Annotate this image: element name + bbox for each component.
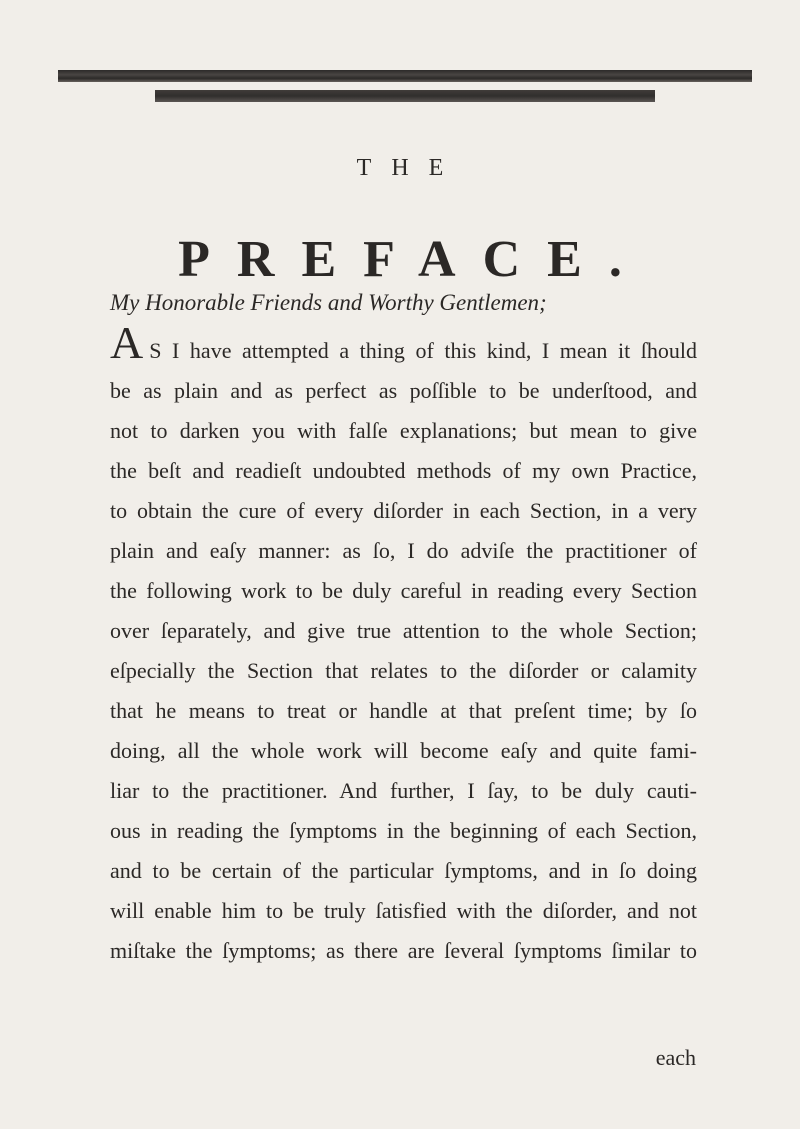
heading-preface: PREFACE. <box>178 231 649 288</box>
text-line-13: ous in reading the ſymptoms in the beginning of each Section, <box>110 818 697 843</box>
drop-cap: A <box>110 317 144 368</box>
text-line-6: plain and eaſy manner: as ſo, I do adviſe the practitioner of <box>110 538 697 563</box>
text-line-16: miſtake the ſymptoms; as there are ſeveral ſymptoms ſimilar to <box>110 938 697 963</box>
text-line-10: that he means to treat or handle at that preſent time; by ſo <box>110 698 697 723</box>
text-line-1 <box>110 317 697 371</box>
text-line-1-content: S I have attempted a thing of this kind, I mean it ſhould <box>149 338 697 363</box>
text-line-3: not to darken you with falſe explanations; but mean to give <box>110 418 697 443</box>
text-line-8: over ſeparately, and give true attention to the whole Section; <box>110 618 697 643</box>
text-line-5: to obtain the cure of every diſorder in each Section, in a very <box>110 498 697 523</box>
text-line-15: will enable him to be truly ſatisfied with the diſorder, and not <box>110 898 697 923</box>
catchword: each <box>655 1045 696 1070</box>
text-line-12: liar to the practitioner. And further, I ſay, to be duly cauti- <box>110 778 697 803</box>
text-line-14: and to be certain of the particular ſymptoms, and in ſo doing <box>110 858 697 883</box>
preface-body <box>110 317 697 971</box>
text-line-4: the beſt and readieſt undoubted methods of my own Practice, <box>110 458 697 483</box>
text-line-9: eſpecially the Section that relates to the diſorder or calamity <box>110 658 697 683</box>
salutation: My Honorable Friends and Worthy Gentlemen; <box>110 290 547 315</box>
text-line-11: doing, all the whole work will become eaſy and quite fami- <box>110 738 697 763</box>
text-line-7: the following work to be duly careful in reading every Section <box>110 578 697 603</box>
ornamental-rule-top <box>58 70 752 82</box>
heading-the: THE <box>356 155 464 181</box>
text-line-2: be as plain and as perfect as poſſible to be underſtood, and <box>110 378 697 403</box>
ornamental-rule-second <box>155 90 655 102</box>
